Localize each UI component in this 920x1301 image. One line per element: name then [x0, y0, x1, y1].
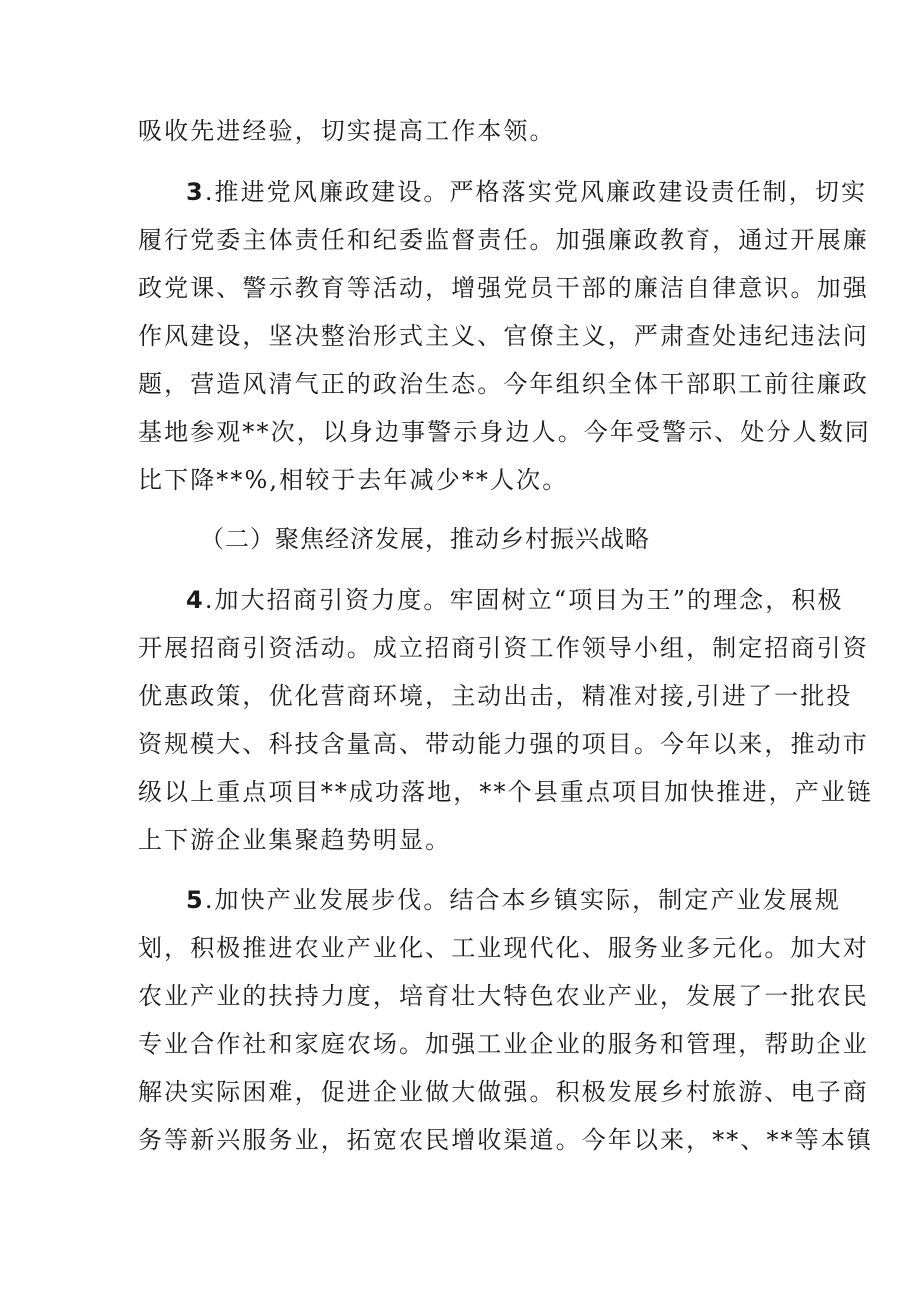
paragraph-4-line-3: 优惠政策，优化营商环境，主动出击，精准对接,引进了一批投: [138, 682, 853, 710]
paragraph-4-line-5: 级以上重点项目**成功落地，**个县重点项目加快推进，产业链: [138, 778, 873, 806]
paragraph-5-line-3: 农业产业的扶持力度，培育壮大特色农业产业，发展了一批农民: [138, 982, 869, 1010]
paragraph-3-line-3: 政党课、警示教育等活动，增强党员干部的廉洁自律意识。加强: [138, 274, 869, 302]
section-heading: （二）聚焦经济发展，推动乡村振兴战略: [200, 525, 650, 553]
paragraph-intro-line-1: 吸收先进经验，切实提高工作本领。: [138, 117, 556, 145]
paragraph-3-line-7: 比下降**%,相较于去年减少**人次。: [138, 466, 569, 494]
paragraph-4-line-1-text: .加大招商引资力度。牢固树立“项目为王”的理念，积极: [204, 586, 844, 614]
paragraph-5-line-2: 划，积极推进农业产业化、工业现代化、服务业多元化。加大对: [138, 934, 869, 962]
paragraph-5-line-4: 专业合作社和家庭农场。加强工业企业的服务和管理，帮助企业: [138, 1030, 869, 1058]
paragraph-5-line-6: 务等新兴服务业，拓宽农民增收渠道。今年以来，**、**等本镇: [138, 1126, 873, 1154]
paragraph-3-line-2: 履行党委主体责任和纪委监督责任。加强廉政教育，通过开展廉: [138, 226, 869, 254]
paragraph-4-line-6: 上下游企业集聚趋势明显。: [138, 826, 452, 854]
paragraph-5-line-1-text: .加快产业发展步伐。结合本乡镇实际，制定产业发展规: [204, 886, 841, 914]
paragraph-4-line-1: [186, 582, 844, 618]
paragraph-5-number: 5: [186, 886, 205, 914]
paragraph-3-line-5: 题，营造风清气正的政治生态。今年组织全体干部职工前往廉政: [138, 370, 869, 398]
paragraph-5-line-5: 解决实际困难，促进企业做大做强。积极发展乡村旅游、电子商: [138, 1078, 869, 1106]
paragraph-5-line-1: [186, 882, 841, 918]
paragraph-4-number: 4: [186, 586, 205, 614]
paragraph-4-line-2: 开展招商引资活动。成立招商引资工作领导小组，制定招商引资: [138, 634, 869, 662]
paragraph-3-line-1: [186, 174, 868, 210]
paragraph-3-line-6: 基地参观**次，以身边事警示身边人。今年受警示、处分人数同: [138, 418, 871, 446]
paragraph-3-line-1-text: .推进党风廉政建设。严格落实党风廉政建设责任制，切实: [204, 178, 868, 206]
paragraph-4-line-4: 资规模大、科技含量高、带动能力强的项目。今年以来，推动市: [138, 730, 869, 758]
paragraph-3-line-4: 作风建设，坚决整治形式主义、官僚主义，严肃查处违纪违法问: [138, 322, 869, 350]
paragraph-3-number: 3: [186, 178, 205, 206]
